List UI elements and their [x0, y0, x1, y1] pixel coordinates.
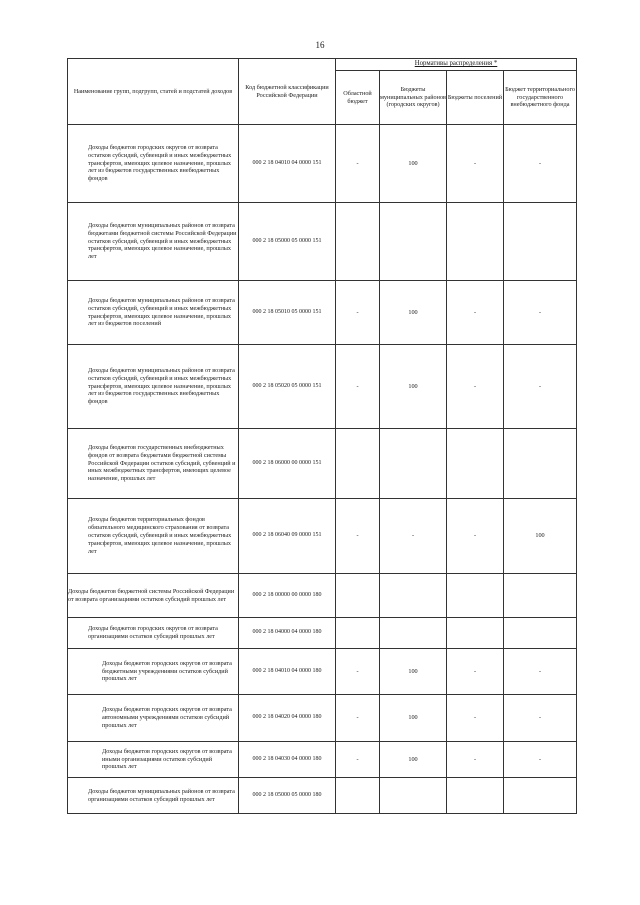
page-number: 16	[315, 40, 325, 50]
row-value-fund	[504, 618, 577, 649]
row-value-settlement: -	[447, 125, 504, 203]
table-row	[68, 649, 577, 695]
header-code-column: Код бюджетной классификации Российской Федерации	[239, 59, 336, 125]
row-name: Доходы бюджетов территориальных фондов обязательного медицинского страхования от возврата остатков субсидий, субвенций и иных межбюджетных трансфертов, имеющих целевое назначение, прошлых лет	[68, 499, 239, 574]
table-row	[68, 695, 577, 742]
row-name: Доходы бюджетов муниципальных районов от возврата бюджетами бюджетной системы Российской Федерации остатков субсидий, субвенций и иных межбюджетных трансфертов, имеющих целевое назначение, прошлых лет	[68, 203, 239, 281]
row-name: Доходы бюджетов городских округов от возврата организациями остатков субсидий прошлых лет	[68, 618, 239, 649]
row-value-settlement	[447, 778, 504, 814]
row-value-fund	[504, 574, 577, 618]
row-value-fund: -	[504, 695, 577, 742]
header-norms-group	[336, 59, 577, 71]
row-code: 000 2 18 04010 04 0000 151	[239, 125, 336, 203]
row-value-fund: -	[504, 125, 577, 203]
row-value-regional: -	[336, 281, 380, 345]
table-row	[68, 429, 577, 499]
row-code: 000 2 18 06000 00 0000 151	[239, 429, 336, 499]
row-value-fund: -	[504, 281, 577, 345]
row-value-fund	[504, 203, 577, 281]
row-value-settlement	[447, 574, 504, 618]
header-norms-group-label: Нормативы распределения *	[414, 60, 498, 68]
table-row	[68, 618, 577, 649]
row-value-municipal: 100	[380, 345, 447, 429]
budget-table	[67, 58, 577, 814]
row-value-settlement: -	[447, 499, 504, 574]
row-value-settlement: -	[447, 695, 504, 742]
row-value-settlement: -	[447, 345, 504, 429]
row-value-settlement	[447, 203, 504, 281]
table-row	[68, 574, 577, 618]
row-value-regional	[336, 618, 380, 649]
table-row	[68, 778, 577, 814]
row-value-fund	[504, 778, 577, 814]
row-value-fund: -	[504, 345, 577, 429]
row-value-settlement	[447, 618, 504, 649]
row-value-settlement: -	[447, 742, 504, 778]
row-value-regional	[336, 203, 380, 281]
row-value-regional: -	[336, 499, 380, 574]
row-value-municipal: 100	[380, 742, 447, 778]
row-code: 000 2 18 05000 05 0000 180	[239, 778, 336, 814]
row-value-municipal	[380, 203, 447, 281]
header-settlement-budgets: Бюджеты поселений	[447, 71, 504, 125]
header-municipal-budgets: Бюджеты муниципальных районов (городских округов)	[380, 71, 447, 125]
row-value-fund: -	[504, 649, 577, 695]
table-row	[68, 125, 577, 203]
row-code: 000 2 18 04000 04 0000 180	[239, 618, 336, 649]
row-value-settlement: -	[447, 281, 504, 345]
header-name-column: Наименование групп, подгрупп, статей и подстатей доходов	[68, 59, 239, 125]
row-value-municipal: 100	[380, 125, 447, 203]
row-value-fund: 100	[504, 499, 577, 574]
row-value-settlement	[447, 429, 504, 499]
row-name: Доходы бюджетов муниципальных районов от возврата остатков субсидий, субвенций и иных межбюджетных трансфертов, имеющих целевое назначение, прошлых лет из бюджетов государственных внебюджетных фондов	[68, 345, 239, 429]
row-value-regional: -	[336, 742, 380, 778]
row-value-regional: -	[336, 695, 380, 742]
row-value-fund	[504, 429, 577, 499]
row-value-municipal: 100	[380, 695, 447, 742]
row-value-regional	[336, 574, 380, 618]
row-name: Доходы бюджетов городских округов от возврата остатков субсидий, субвенций и иных межбюджетных трансфертов, имеющих целевое назначение, прошлых лет из бюджетов государственных внебюджетных фондов	[68, 125, 239, 203]
row-code: 000 2 18 04020 04 0000 180	[239, 695, 336, 742]
header-fund-budget: Бюджет территориального государственного внебюджетного фонда	[504, 71, 577, 125]
row-name: Доходы бюджетов городских округов от возврата бюджетными учреждениями остатков субсидий прошлых лет	[68, 649, 239, 695]
table-row	[68, 345, 577, 429]
table-row	[68, 499, 577, 574]
row-value-regional	[336, 429, 380, 499]
row-value-fund: -	[504, 742, 577, 778]
row-value-municipal	[380, 429, 447, 499]
row-name: Доходы бюджетов муниципальных районов от возврата организациями остатков субсидий прошлых лет	[68, 778, 239, 814]
row-name: Доходы бюджетов городских округов от возврата иными организациями остатков субсидий прошлых лет	[68, 742, 239, 778]
row-code: 000 2 18 05020 05 0000 151	[239, 345, 336, 429]
row-name: Доходы бюджетов муниципальных районов от возврата остатков субсидий, субвенций и иных межбюджетных трансфертов, имеющих целевое назначение, прошлых лет из бюджетов поселений	[68, 281, 239, 345]
row-code: 000 2 18 00000 00 0000 180	[239, 574, 336, 618]
row-value-regional	[336, 778, 380, 814]
row-value-regional: -	[336, 125, 380, 203]
row-code: 000 2 18 05000 05 0000 151	[239, 203, 336, 281]
row-value-settlement: -	[447, 649, 504, 695]
table-row	[68, 281, 577, 345]
row-code: 000 2 18 04030 04 0000 180	[239, 742, 336, 778]
row-code: 000 2 18 05010 05 0000 151	[239, 281, 336, 345]
row-value-regional: -	[336, 345, 380, 429]
table-row	[68, 203, 577, 281]
row-value-municipal: 100	[380, 281, 447, 345]
row-name: Доходы бюджетов бюджетной системы Российской Федерации от возврата организациями остатков субсидий прошлых лет	[68, 574, 239, 618]
row-value-municipal	[380, 778, 447, 814]
header-regional-budget: Областной бюджет	[336, 71, 380, 125]
table-row	[68, 742, 577, 778]
row-name: Доходы бюджетов городских округов от возврата автономными учреждениями остатков субсидий прошлых лет	[68, 695, 239, 742]
row-value-municipal	[380, 618, 447, 649]
row-value-municipal: 100	[380, 649, 447, 695]
row-value-municipal: -	[380, 499, 447, 574]
row-code: 000 2 18 04010 04 0000 180	[239, 649, 336, 695]
row-code: 000 2 18 06040 09 0000 151	[239, 499, 336, 574]
row-value-regional: -	[336, 649, 380, 695]
row-name: Доходы бюджетов государственных внебюджетных фондов от возврата бюджетами бюджетной системы Российской Федерации остатков субсидий, субвенций и иных межбюджетных трансфертов, имеющих целевое назначение, прошлых лет	[68, 429, 239, 499]
row-value-municipal	[380, 574, 447, 618]
